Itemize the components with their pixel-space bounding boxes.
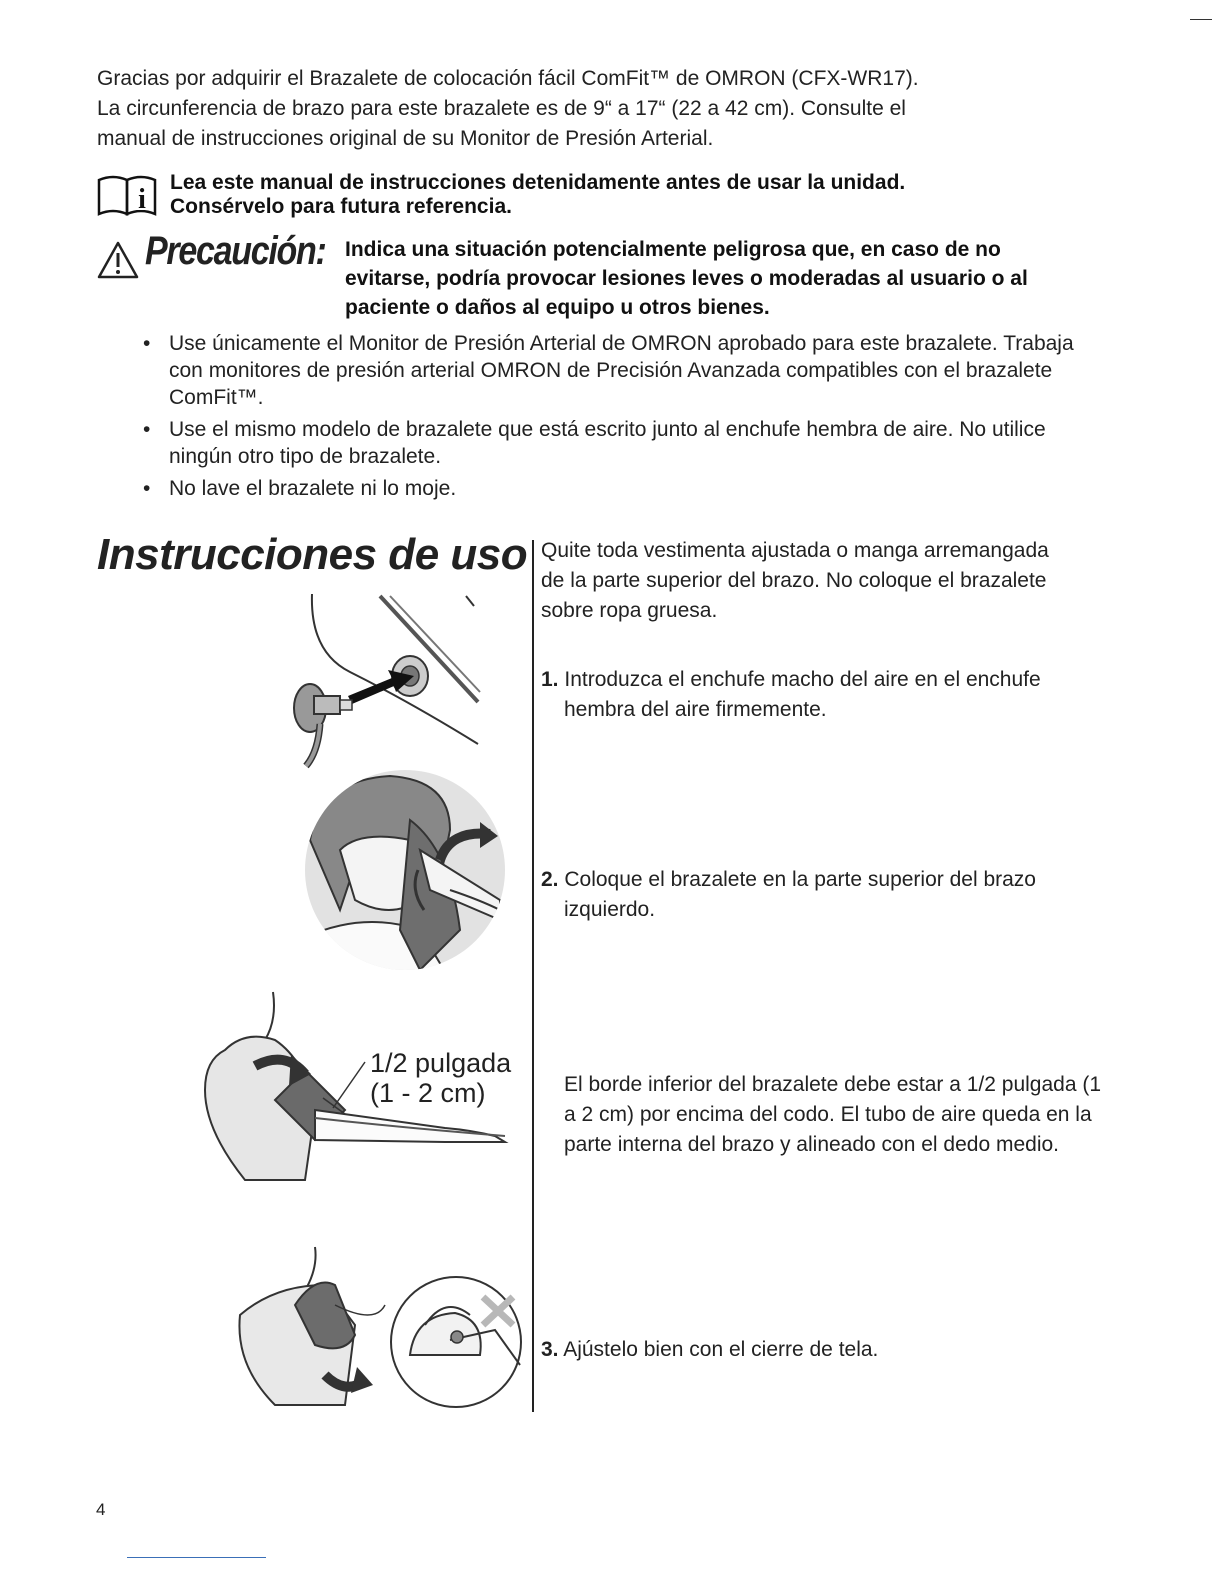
preface-text: Quite toda vestimenta ajustada o manga arremangada de la parte superior del brazo. No coloque el brazalete sobre ropa gruesa.: [541, 539, 1049, 622]
list-item: [143, 475, 1103, 502]
intro-line: manual de instrucciones original de su Monitor de Presión Arterial.: [97, 127, 714, 150]
footer-rule: [127, 1557, 266, 1558]
measurement-line: (1 - 2 cm): [370, 1078, 486, 1108]
page-number: 4: [96, 1500, 106, 1519]
cuff-placement-illustration: [300, 770, 510, 975]
intro-line: La circunferencia de brazo para este brazalete es de 9“ a 17“ (22 a 42 cm). Consulte el: [97, 97, 906, 120]
caution-list: [143, 330, 1103, 507]
step-text: Ajústelo bien con el cierre de tela.: [563, 1338, 879, 1361]
intro-paragraph: [97, 64, 1097, 154]
step-number: 1.: [541, 668, 559, 691]
list-item-text: Use únicamente el Monitor de Presión Arterial de OMRON aprobado para este brazalete. Trabaja con monitores de presión arterial OMRON de Precisión Avanzada compatibles con el brazalete ComFit™.: [169, 332, 1074, 409]
manual-note-line: Lea este manual de instrucciones detenidamente antes de usar la unidad.: [170, 171, 906, 194]
precaution-label: Precaución:: [145, 229, 326, 273]
manual-note-text: [170, 171, 905, 219]
precaution-text: Indica una situación potencialmente peligrosa que, en caso de no evitarse, podría provocar lesiones leves o moderadas al usuario o al paciente o daños al equipo u otros bienes.: [345, 238, 1028, 319]
step-3: [541, 1335, 1064, 1365]
svg-text:i: i: [138, 184, 146, 215]
step-text: Introduzca el enchufe macho del aire en el enchufe hembra del aire firmemente.: [564, 668, 1041, 721]
step-text: Coloque el brazalete en la parte superior del brazo izquierdo.: [564, 868, 1036, 921]
book-info-icon: [97, 174, 157, 216]
list-item-text: No lave el brazalete ni lo moje.: [169, 477, 457, 500]
step-1: [541, 665, 1064, 725]
column-divider: [532, 540, 534, 1412]
warning-triangle-icon: [97, 241, 139, 279]
step-2-note: El borde inferior del brazalete debe estar a 1/2 pulgada (1 a 2 cm) por encima del codo. El tubo de aire queda en la parte interna del brazo y alineado con el dedo medio.: [564, 1073, 1102, 1156]
bullet-dot: •: [143, 418, 151, 441]
section-heading: Instrucciones de uso: [97, 530, 528, 579]
plug-insertion-illustration: [290, 592, 490, 768]
fasten-cuff-illustration: [235, 1245, 530, 1410]
step-number: 2.: [541, 868, 559, 891]
step-number: 3.: [541, 1338, 559, 1361]
measurement-line: 1/2 pulgada: [370, 1048, 512, 1078]
bullet-dot: •: [143, 332, 151, 355]
intro-line: Gracias por adquirir el Brazalete de colocación fácil ComFit™ de OMRON (CFX-WR17).: [97, 67, 919, 90]
list-item-text: Use el mismo modelo de brazalete que está escrito junto al enchufe hembra de aire. No utilice ningún otro tipo de brazalete.: [169, 418, 1046, 468]
manual-note-line: Consérvelo para futura referencia.: [170, 195, 512, 218]
bullet-dot: •: [143, 477, 151, 500]
step-2: [541, 865, 1084, 925]
measurement-label: [370, 1048, 511, 1108]
list-item: [143, 330, 1103, 411]
list-item: [143, 416, 1103, 470]
corner-mark: [1190, 19, 1212, 20]
